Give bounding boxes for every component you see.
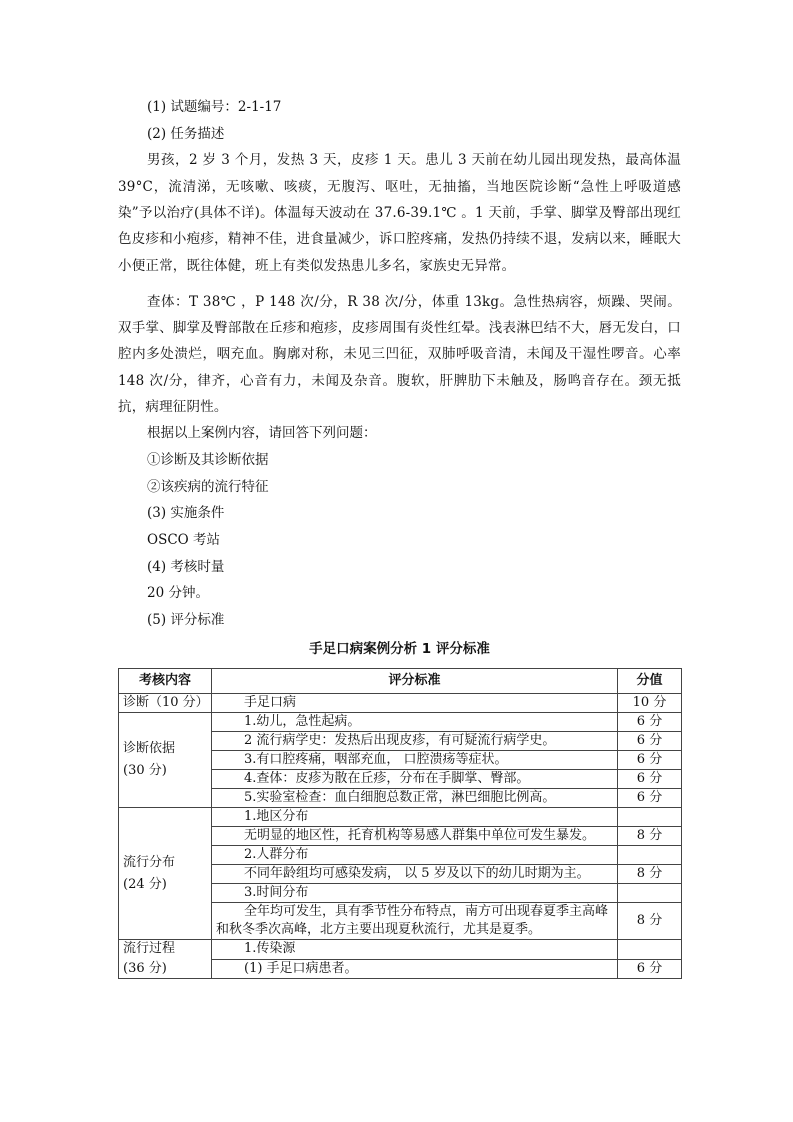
criteria-cell: 4.查体：皮疹为散在丘疹，分布在手脚掌、臀部。	[212, 770, 618, 789]
table-row	[119, 808, 682, 827]
section-task-heading: (2) 任务描述	[147, 125, 225, 142]
criteria-cell: 2 流行病学史：发热后出现皮疹，有可疑流行病学史。	[212, 732, 618, 751]
group-label-points: (30 分)	[123, 763, 167, 778]
group-label-name: 流行过程	[123, 941, 176, 956]
section-time-value: 20 分钟。	[147, 585, 209, 602]
criteria-cell: 1.幼儿，急性起病。	[212, 713, 618, 732]
physical-exam: 查体：T 38℃ ，P 148 次/分，R 38 次/分，体重 13kg。急性热病容，烦躁、哭闹。双手掌、脚掌及臀部散在丘疹和疱疹，皮疹周围有炎性红晕。浅表淋巴结不大，唇无发白，口腔内多处溃烂，咽充血。胸廓对称，未见三凹征，双肺呼吸音清，未闻及干湿性啰音。心率148 次/分，律齐，心音有力，未闻及杂音。腹软，肝脾肋下未触及，肠鸣音存在。颈无抵抗，病理征阴性。	[118, 293, 681, 416]
group-label	[119, 808, 212, 940]
criteria-cell: 无明显的地区性，托育机构等易感人群集中单位可发生暴发。	[212, 827, 618, 846]
question-prompt: 根据以上案例内容，请回答下列问题：	[147, 425, 377, 442]
group-label-name: 诊断依据	[123, 741, 176, 756]
criteria-cell: 3.时间分布	[212, 884, 618, 903]
score-cell: 6 分	[618, 789, 682, 808]
section-time-heading: (4) 考核时量	[147, 558, 225, 575]
group-label-points: (24 分)	[123, 876, 167, 892]
document-body	[118, 94, 681, 634]
score-cell	[618, 808, 682, 827]
header-criteria: 评分标准	[212, 669, 618, 694]
criteria-cell: (1) 手足口病患者。	[212, 959, 618, 979]
case-description: 男孩，2 岁 3 个月，发热 3 天，皮疹 1 天。患儿 3 天前在幼儿园出现发热，最高体温 39°C，流清涕，无咳嗽、咳痰，无腹泻、呕吐，无抽搐，当地医院诊断“急性上呼吸道感染”予以治疗(具体不详)。体温每天波动在 37.6-39.1℃ 。1 天前，手掌、脚掌及臀部出现红色皮疹和小疱疹，精神不佳，进食量减少，诉口腔疼痛，发热仍持续不退，发病以来，睡眠大小便正常，既往体健，班上有类似发热患儿多名，家族史无异常。	[118, 152, 681, 274]
criteria-cell: 全年均可发生，具有季节性分布特点，南方可出现春夏季主高峰和秋冬季次高峰，北方主要出现夏秋流行，尤其是夏季。	[212, 903, 618, 940]
score-cell	[618, 884, 682, 903]
table-header-row	[119, 669, 682, 694]
score-cell: 6 分	[618, 732, 682, 751]
score-cell: 8 分	[618, 865, 682, 884]
score-cell: 6 分	[618, 713, 682, 732]
table-row	[119, 694, 682, 713]
score-cell: 6 分	[618, 959, 682, 979]
question-2: ②该疾病的流行特征	[147, 478, 269, 495]
group-label-points: (36 分)	[123, 961, 167, 976]
criteria-cell: 3.有口腔疼痛，咽部充血， 口腔溃疡等症状。	[212, 751, 618, 770]
group-label-name: 流行分布	[123, 854, 176, 870]
header-score: 分值	[618, 669, 682, 694]
table-title: 手足口病案例分析 1 评分标准	[309, 641, 490, 657]
criteria-cell: 5.实验室检查：血白细胞总数正常，淋巴细胞比例高。	[212, 789, 618, 808]
scoring-table	[118, 668, 682, 979]
question-1: ①诊断及其诊断依据	[147, 452, 269, 469]
table-row	[119, 713, 682, 732]
score-cell	[618, 940, 682, 960]
score-cell: 10 分	[618, 694, 682, 713]
score-cell: 8 分	[618, 903, 682, 940]
table-row	[119, 940, 682, 960]
criteria-cell: 1.传染源	[212, 940, 618, 960]
group-label: 诊断（10 分）	[119, 694, 212, 713]
score-cell: 6 分	[618, 751, 682, 770]
group-label	[119, 940, 212, 979]
criteria-cell: 2.人群分布	[212, 846, 618, 865]
section-question-id: (1) 试题编号：2-1-17	[147, 99, 282, 115]
criteria-cell: 不同年龄组均可感染发病， 以 5 岁及以下的幼儿时期为主。	[212, 865, 618, 884]
score-cell: 8 分	[618, 827, 682, 846]
score-cell	[618, 846, 682, 865]
header-content: 考核内容	[119, 669, 212, 694]
criteria-cell: 1.地区分布	[212, 808, 618, 827]
group-label	[119, 713, 212, 808]
section-conditions-value: OSCO 考站	[147, 532, 221, 549]
criteria-cell: 手足口病	[212, 694, 618, 713]
section-scoring-heading: (5) 评分标准	[147, 612, 225, 629]
section-conditions-heading: (3) 实施条件	[147, 505, 225, 522]
score-cell: 6 分	[618, 770, 682, 789]
